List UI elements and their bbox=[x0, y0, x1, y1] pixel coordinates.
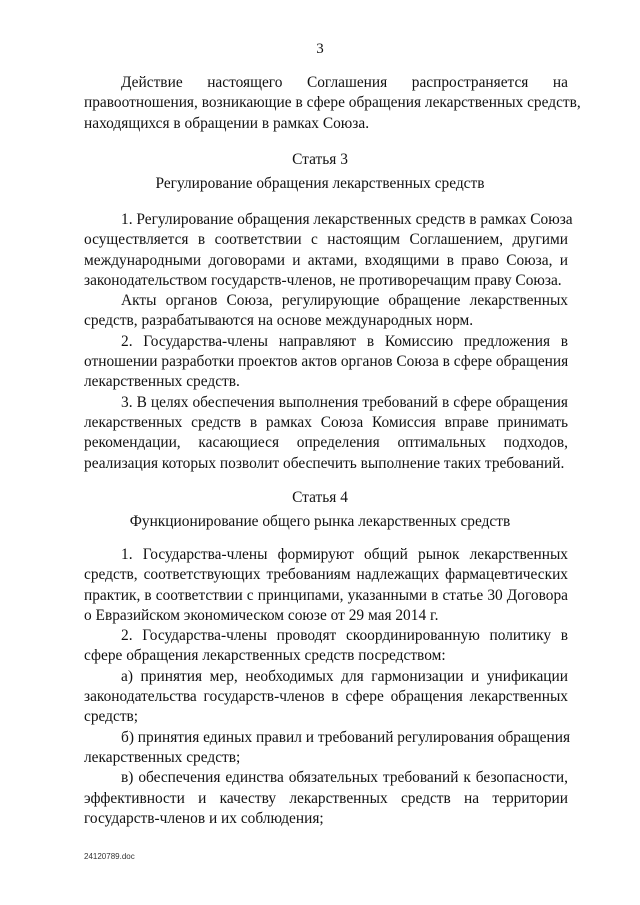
text-line: лекарственных средств в рамках Союза Комиссия вправе принимать bbox=[84, 413, 568, 431]
text-line: сфере обращения лекарственных средств посредством: bbox=[84, 647, 446, 665]
text-line: лекарственных средств. bbox=[84, 373, 240, 391]
text-line: 1. Государства-члены формируют общий рынок лекарственных bbox=[121, 546, 568, 563]
text-line: правоотношения, возникающие в сфере обращения лекарственных средств, bbox=[84, 94, 581, 112]
text-line: 2. Государства-члены направляют в Комиссию предложения в bbox=[121, 332, 568, 350]
text-line: 1. Регулирование обращения лекарственных средств в рамках Союза bbox=[121, 211, 573, 228]
text-line: находящихся в обращении в рамках Союза. bbox=[84, 114, 370, 132]
text-line: практик, в соответствии с принципами, указанными в статье 30 Договора bbox=[84, 586, 568, 604]
text-line: средств, соответствующих требованиям надлежащих фармацевтических bbox=[84, 566, 568, 584]
text-line: средств; bbox=[84, 708, 139, 726]
article-3-title: Регулирование обращения лекарственных средств bbox=[155, 175, 485, 192]
text-line: в) обеспечения единства обязательных требований к безопасности, bbox=[121, 769, 568, 787]
text-line: а) принятия мер, необходимых для гармонизации и унификации bbox=[121, 667, 568, 685]
text-line: осуществляется в соответствии с настоящим Соглашением, другими bbox=[84, 231, 568, 249]
page-number: 3 bbox=[316, 41, 324, 57]
intro-paragraph bbox=[84, 73, 581, 134]
text-line: лекарственных средств; bbox=[84, 748, 241, 766]
text-line: о Евразийском экономическом союзе от 29 мая 2014 г. bbox=[84, 606, 439, 624]
text-line: Акты органов Союза, регулирующие обращение лекарственных bbox=[121, 292, 568, 310]
text-line: отношении разработки проектов актов органов Союза в сфере обращения bbox=[84, 353, 569, 371]
text-line: законодательством государств-членов, не противоречащим праву Союза. bbox=[84, 271, 562, 289]
document-footer: 24120789.doc bbox=[84, 852, 135, 861]
text-line: эффективности и качеству лекарственных средств на территории bbox=[84, 789, 568, 807]
text-line: реализация которых позволит обеспечить выполнение таких требований. bbox=[84, 454, 565, 472]
text-line: средств, разрабатываются на основе международных норм. bbox=[84, 312, 474, 330]
article-4-body bbox=[84, 545, 571, 829]
article-4-title: Функционирование общего рынка лекарственных средств bbox=[129, 513, 511, 530]
text-line: рекомендации, касающиеся определения оптимальных подходов, bbox=[84, 434, 568, 452]
article-4-heading: Статья 4 bbox=[292, 489, 348, 506]
article-3-body bbox=[84, 210, 573, 474]
text-line: 2. Государства-члены проводят скоординированную политику в bbox=[121, 627, 568, 645]
article-3-heading: Статья 3 bbox=[292, 151, 348, 168]
text-line: международными договорами и актами, входящими в право Союза, и bbox=[84, 251, 568, 269]
text-line: государств-членов и их соблюдения; bbox=[84, 809, 324, 827]
text-line: законодательства государств-членов в сфере обращения лекарственных bbox=[84, 688, 568, 706]
text-line: 3. В целях обеспечения выполнения требований в сфере обращения bbox=[121, 393, 568, 411]
text-line: Действие настоящего Соглашения распространяется на bbox=[121, 74, 568, 91]
text-line: б) принятия единых правил и требований регулирования обращения bbox=[121, 728, 571, 746]
